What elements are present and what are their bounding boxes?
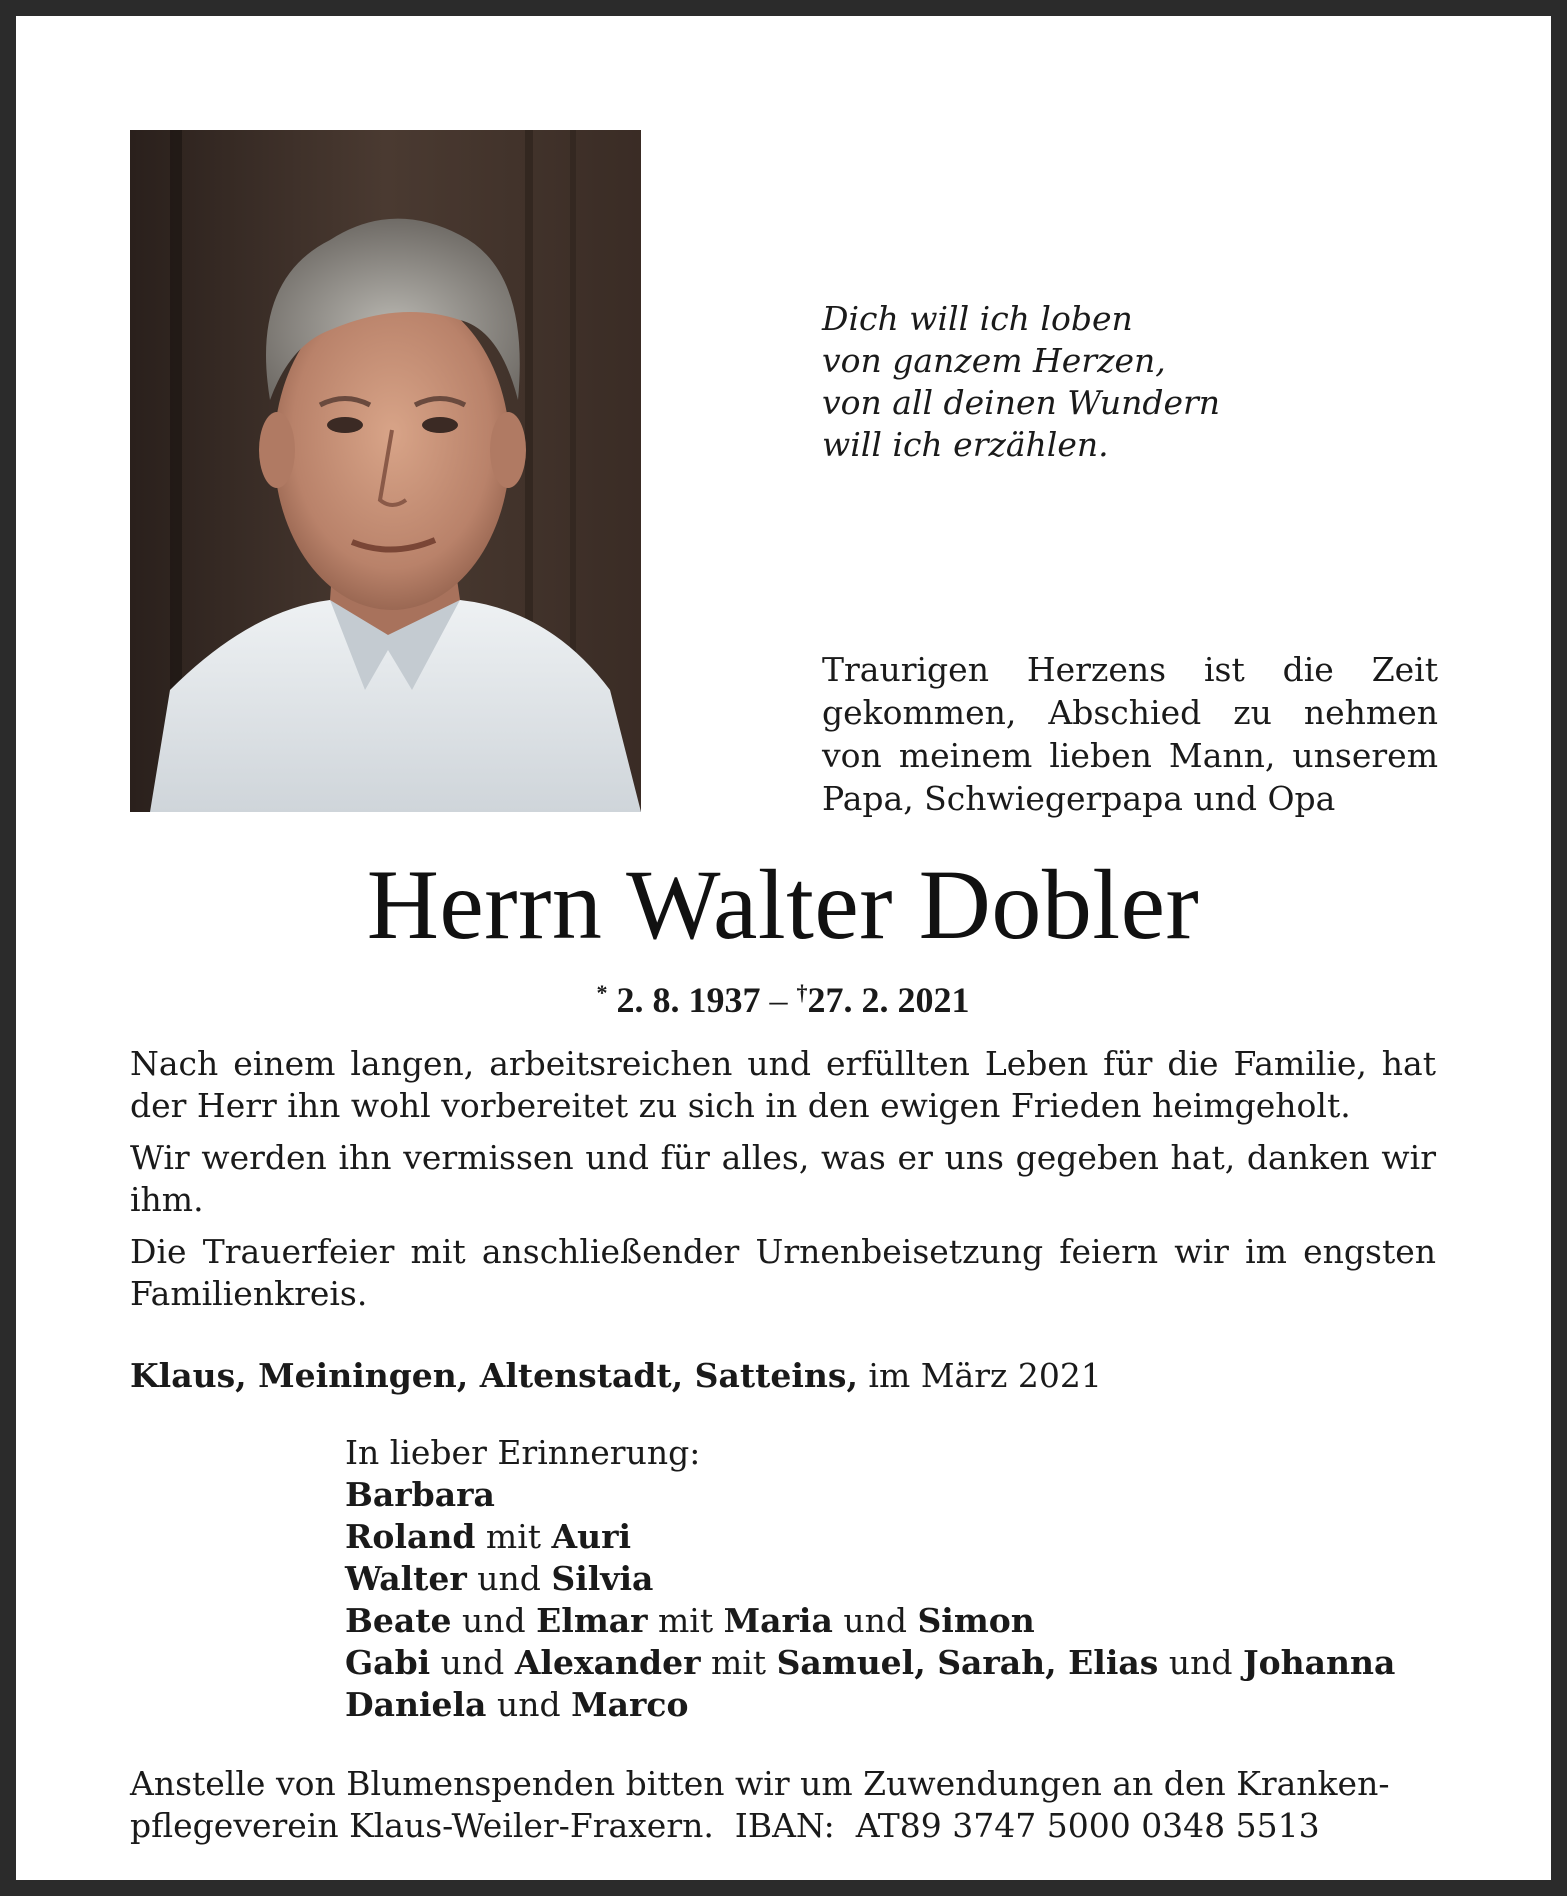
places-and-date xyxy=(130,1355,1436,1397)
verse-line: Dich will ich loben xyxy=(822,299,1133,338)
verse-line: von ganzem Herzen, xyxy=(822,341,1166,380)
family-name: Samuel, Sarah, Elias xyxy=(776,1643,1159,1682)
places-date: im März 2021 xyxy=(857,1356,1102,1395)
date-separator: – xyxy=(769,980,788,1020)
family-list xyxy=(345,1432,1440,1726)
family-name: Walter xyxy=(345,1559,467,1598)
family-name: Silvia xyxy=(551,1559,654,1598)
family-connector: und xyxy=(451,1601,537,1640)
birth-date: 2. 8. 1937 xyxy=(616,980,761,1020)
donation-note xyxy=(130,1763,1436,1847)
family-name: Daniela xyxy=(345,1685,487,1724)
family-name: Gabi xyxy=(345,1643,431,1682)
family-name: Maria xyxy=(723,1601,833,1640)
bible-verse xyxy=(822,298,1442,466)
family-connector: mit xyxy=(475,1517,552,1556)
deceased-name: Herrn Walter Dobler xyxy=(366,849,1200,960)
obituary-body xyxy=(130,1043,1436,1325)
intro-text: Traurigen Herzens ist die Zeit gekommen, Abschied zu nehmen von meinem lieben Mann, unserem Papa, Schwiegerpapa und Opa xyxy=(822,650,1438,818)
death-date: 27. 2. 2021 xyxy=(807,980,970,1020)
memory-heading: In lieber Erinnerung: xyxy=(345,1433,701,1472)
family-line xyxy=(345,1600,1440,1642)
family-connector: mit xyxy=(700,1643,777,1682)
places-towns: Klaus, Meiningen, Altenstadt, Satteins, xyxy=(130,1356,858,1395)
family-name: Johanna xyxy=(1242,1643,1396,1682)
family-name: Simon xyxy=(917,1601,1035,1640)
family-line xyxy=(345,1474,1440,1516)
verse-line: von all deinen Wundern xyxy=(822,383,1221,422)
family-name: Roland xyxy=(345,1517,476,1556)
family-name: Beate xyxy=(345,1601,452,1640)
birth-symbol: * xyxy=(596,980,608,1005)
portrait-image xyxy=(130,130,641,812)
family-connector: mit xyxy=(647,1601,724,1640)
family-line xyxy=(345,1684,1440,1726)
donation-line: pflegeverein Klaus-Weiler-Fraxern. IBAN: AT89 3747 5000 0348 5513 xyxy=(130,1806,1320,1845)
body-paragraph: Nach einem langen, arbeitsreichen und erfüllten Leben für die Familie, hat der Herr ihn wohl vorbereitet zu sich in den ewigen Frieden heimgeholt. xyxy=(130,1044,1436,1125)
death-symbol: † xyxy=(796,980,808,1005)
family-connector: und xyxy=(430,1643,515,1682)
portrait-photo xyxy=(130,130,641,812)
body-paragraph: Die Trauerfeier mit anschließender Urnenbeisetzung feiern wir im engsten Familienkreis. xyxy=(130,1232,1436,1313)
family-name: Elmar xyxy=(536,1601,648,1640)
family-connector: und xyxy=(1158,1643,1243,1682)
family-line xyxy=(345,1558,1440,1600)
family-connector: und xyxy=(832,1601,918,1640)
family-name: Marco xyxy=(571,1685,689,1724)
life-dates xyxy=(130,970,1436,1023)
family-connector: und xyxy=(466,1559,552,1598)
donation-line: Anstelle von Blumenspenden bitten wir um Zuwendungen an den Kranken- xyxy=(130,1764,1390,1803)
family-line xyxy=(345,1642,1440,1684)
body-paragraph: Wir werden ihn vermissen und für alles, was er uns gegeben hat, danken wir ihm. xyxy=(130,1138,1436,1219)
family-line xyxy=(345,1516,1440,1558)
family-name: Alexander xyxy=(514,1643,701,1682)
verse-line: will ich erzählen. xyxy=(822,425,1109,464)
family-name: Barbara xyxy=(345,1475,495,1514)
family-connector: und xyxy=(486,1685,572,1724)
family-name: Auri xyxy=(551,1517,632,1556)
